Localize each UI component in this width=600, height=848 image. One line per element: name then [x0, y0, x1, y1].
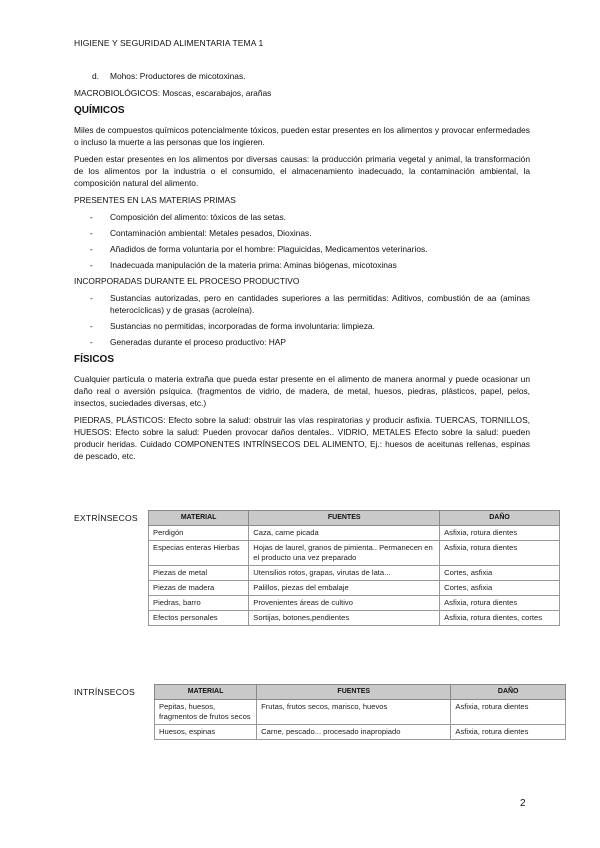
column-header: MATERIAL	[149, 511, 249, 526]
table-row: Perdigón Caza, carne picada Asfixia, rotura dientes	[149, 526, 560, 541]
table-row: Piezas de madera Palillos, piezas del embalaje Cortes, asfixia	[149, 581, 560, 596]
list-incorporadas	[74, 292, 530, 348]
paragraph: Cualquier partícula o materia extraña que pueda estar presente en el alimento de manera anormal y puede ocasionar un daño real o aversión psíquica. (fragmentos de vidrio, de madera, de metal, huesos, piedras, plásticos, papel, pelos, insectos, suciedades diversas, etc.)	[74, 374, 530, 408]
list-item: - Generadas durante el proceso productivo: HAP	[90, 337, 286, 347]
column-header: MATERIAL	[155, 685, 257, 700]
extrinsecos-table	[148, 510, 560, 626]
page-body	[74, 70, 530, 467]
column-header: DAÑO	[451, 685, 566, 700]
macrobiologicos-line: MACROBIOLÓGICOS: Moscas, escarabajos, arañas	[74, 88, 272, 98]
table-row: Efectos personales Sortijas, botones,pendientes Asfixia, rotura dientes, cortes	[149, 611, 560, 626]
page-number: 2	[520, 798, 526, 809]
table-row: Pepitas, huesos, fragmentos de frutos secos Frutas, frutos secos, marisco, huevos Asfixia, rotura dientes	[155, 700, 566, 725]
table-row: Especias enteras Hierbas Hojas de laurel, granos de pimienta.. Permanecen en el producto una vez preparado Asfixia, rotura dientes	[149, 541, 560, 566]
section-title-quimicos: QUÍMICOS	[74, 105, 125, 116]
intrinsecos-label: INTRÍNSECOS	[74, 687, 135, 697]
subheading-incorporadas: INCORPORADAS DURANTE EL PROCESO PRODUCTIVO	[74, 276, 300, 286]
table-row: Huesos, espinas Carne, pescado... procesado inapropiado Asfixia, rotura dientes	[155, 725, 566, 740]
extrinsecos-label: EXTRÍNSECOS	[74, 513, 138, 523]
list-item-mohos	[74, 70, 530, 82]
section-title-fisicos: FÍSICOS	[74, 354, 115, 365]
table-row: Piedras, barro Provenientes áreas de cultivo Asfixia, rotura dientes	[149, 596, 560, 611]
column-header: DAÑO	[440, 511, 560, 526]
list-marker: d.	[92, 71, 99, 81]
table-row: Piezas de metal Utensilios rotos, grapas, virutas de lata... Cortes, asfixia	[149, 566, 560, 581]
intrinsecos-table	[154, 684, 566, 740]
column-header: FUENTES	[257, 685, 451, 700]
subheading-presentes: PRESENTES EN LAS MATERIAS PRIMAS	[74, 195, 236, 205]
intrinsecos-block	[74, 684, 530, 774]
extrinsecos-block	[74, 510, 543, 670]
paragraph: PIEDRAS, PLÁSTICOS: Efecto sobre la salud: obstruir las vías respiratorias y producir asfixia. TUERCAS, TORNILLOS, HUESOS: Efecto sobre la salud: Pueden provocar daños dentales.. VIDRIO, METALES Efecto sobre la salud: pueden producir heridas. Cuidado COMPONENTES INTRÍNSECOS DEL ALIMENTO, Ej.: huesos de aceitunas rellenas, espinas de pescado, etc.	[74, 415, 530, 461]
column-header: FUENTES	[249, 511, 440, 526]
paragraph: Miles de compuestos químicos potencialmente tóxicos, pueden estar presentes en los alimentos y provocar enfermedades o incluso la muerte a las personas que los ingieren.	[74, 125, 530, 147]
list-item: - Sustancias autorizadas, pero en cantidades superiores a las permitidas: Aditivos, combustión de aa (aminas heterocíclicas) y de grasas (acroleína).	[90, 293, 530, 315]
list-item: - Contaminación ambiental: Metales pesados, Dioxinas.	[90, 228, 312, 238]
mohos-text: Mohos: Productores de micotoxinas.	[110, 71, 246, 81]
list-presentes	[74, 211, 530, 271]
page-header: HIGIENE Y SEGURIDAD ALIMENTARIA TEMA 1	[74, 38, 264, 48]
list-item: - Inadecuada manipulación de la materia prima: Aminas biógenas, micotoxinas	[90, 260, 397, 270]
list-item: - Composición del alimento: tóxicos de las setas.	[90, 212, 286, 222]
list-item: - Sustancias no permitidas, incorporadas de forma involuntaria: limpieza.	[90, 321, 375, 331]
paragraph: Pueden estar presentes en los alimentos por diversas causas: la producción primaria vegetal y animal, la transformación de los alimentos por la industria o el consumido, el almacenamiento inadecuado, la contaminación ambiental, la composición natural del alimento.	[74, 154, 530, 188]
list-item: - Añadidos de forma voluntaria por el hombre: Plaguicidas, Medicamentos veterinarios.	[90, 244, 428, 254]
